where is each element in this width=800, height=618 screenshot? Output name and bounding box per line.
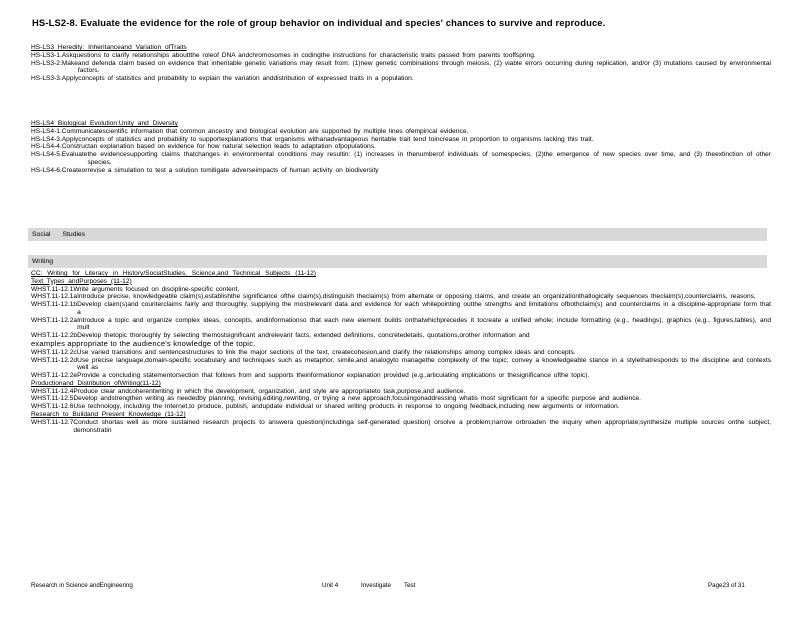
standard-code: WHST.11-12.1 [31,285,74,293]
standard-item [31,419,771,435]
social-label: Social [32,231,51,238]
standard-code: WHST.11-12.4 [31,387,74,395]
standard-item [31,143,771,151]
standard-text: Develop claim(s)and counterclaims fairly and thoroughly, supplying the mostrelevant data and evidence for each whilepointing outthe strengths and limitations ofbothclaim(s) and counterclaims in a discipline-appropriate form that a [77,301,771,316]
footer-page-number: Page23 of 31 [708,582,745,589]
standard-item [31,136,771,144]
standard-code: WHST.11-12.2d [31,356,78,364]
standard-item [31,395,771,403]
standard-code: HS-LS4-4.Construct [31,143,90,151]
standard-text: concepts of statistics and probability to supportexplanations that organisms withanadvantageous heritable trait tend toincrease in proportion to organisms lacking this trait. [78,135,594,143]
footer-course: Research in Science andEngineering [31,582,133,589]
standard-code: WHST.11-12.2e [31,372,78,380]
standard-item [31,128,771,136]
standard-text: Conduct shortas well as more sustained research projects to answera question(includinga self-generated question) orsolve a problem;narrow orbroaden the inquiry when appropriate;synthesize multiple sources onthe subject, demonstratin [73,418,771,434]
standard-text: concepts of statistics and probability to explain the variation anddistribution of expressed traits in a population. [78,75,414,83]
page-footer [31,582,771,592]
standard-code: HS-LS4-5.Evaluate [31,151,88,159]
standard-item [31,286,771,294]
standard-text: Use precise language,domain-specific vocabulary and techniques such as metaphor, simile,and analogyto managethe complexity of the topic; convey a knowledgeable stance in a stylethatresponds to the discipline and contexts well as [77,356,771,372]
standard-text: Provide a concluding statementorsection that follows from and supports theinformationor explanation provided (e.g.,articulating implications or thesignificance ofthe topic). [77,372,590,380]
evolution-header: HS-LS4 Biological Evolution:Unity and Diversity [31,120,178,127]
writing-section [31,270,771,434]
writing-label: Writing [32,258,54,265]
standard-item [31,167,771,175]
standard-code: WHST.11-12.2b [31,332,78,340]
text-types-header: Text Types andPurposes (11-12) [31,277,132,285]
standard-code: WHST.11-12.1a [31,293,78,301]
standard-item [31,75,771,83]
standard-code: HS-LS4-6.Create [31,166,82,174]
footer-investigate: Investigate [361,582,391,589]
standard-item [31,357,771,373]
standard-code: WHST.11-12.2c [31,348,77,356]
standard-text: and defenda claim based on evidence that inheritable genetic variations may result from: (1)new genetic combinations through meiosis, (2) viable errors occurring during replication, and/or (3) mutations caused by environmental factors. [77,59,771,75]
studies-label: Studies [62,231,86,238]
standard-item [31,60,771,76]
standard-code: HS-LS3-1.Ask [31,51,73,59]
evolution-section [31,120,771,174]
standard-text: questions to clarify relationships abouttthe roleof DNA andchromosomes in codingthe instructions for characteristic traits passed from parents tooffspring. [72,51,536,59]
standard-text: the evidencesupporting claims thatchanges in environmental conditions may resultin: (1) increases in thenumberof individuals of somespecies, (2)the emergence of new species over time, and (3) theextinction of other species. [87,151,771,166]
research-header: Research to Buildand Present Knowledge (11-12) [31,410,186,418]
standard-text: an explanation based on evidence for how natural selection leads to adaptation ofpopulations. [90,143,376,151]
production-header: Productionand Distribution ofWriting(11-12) [31,379,161,387]
standard-text: Produce clear andcoherentwriting in which the development, organization, and style are appropriateto task,purpose,and audience. [73,387,466,395]
standard-code: HS-LS4-1.Communicate [31,127,103,135]
standard-item [31,151,771,167]
footer-unit: Unit 4 [322,582,339,589]
heredity-section [31,44,771,83]
examples-line: examples appropriate to the audience's knowledge of the topic. [31,338,256,348]
footer-test: Test [404,582,416,589]
standard-code: HS-LS3-2.Make [31,59,78,67]
standard-code: WHST.11-12.5 [31,395,74,403]
standard-code: WHST.11-12.7 [31,418,74,426]
standard-text: Introduce a topic and organize complex ideas, concepts, andinformationso that each new element builds onthatwhichprecedes it tocreate a unified whole; include formatting (e.g., headings), graphics (e.g., figures,tables), and mult [77,316,771,332]
standard-text: orrevise a simulation to test a solution tomitigate adverseimpacts of human activity on biodiversity [81,166,379,174]
standard-item [31,317,771,333]
standard-code: WHST.11-12.1b [31,301,78,309]
standard-code: WHST.11-12.6 [31,403,74,411]
standard-item [31,301,771,317]
standard-item [31,349,771,357]
standard-item [31,403,771,411]
standard-text: Introduce precise, knowledgeable claim(s),establishthe significance ofthe claim(s),distinguish theclaim(s) from alternate or opposing claims, and create an organizationthatlogically sequences theclaim(s),counterclaims, reasons, [77,293,756,301]
standard-text: Write arguments focused on discipline-specific content. [73,285,240,293]
standard-text: Use varied transitions and sentencestructures to link the major sections of the text, createcohesion,and clarify the relationships among complex ideas and concepts. [76,348,576,356]
page-title: HS-LS2-8. Evaluate the evidence for the role of group behavior on individual and species' chances to survive and reproduce. [32,17,606,28]
standard-item [31,52,771,60]
standard-text: Use technology, including the Internet,to produce, publish, andupdate individual or shared writing products in response to ongoing feedback,including new arguments or information. [73,403,620,411]
standard-text: Develop thetopic thoroughly by selecting themostsignificant andrelevant facts, extended definitions, concretedetails, quotations,orother information and [77,332,530,340]
standard-code: HS-LS4-3.Apply [31,135,79,143]
standard-code: WHST.11-12.2a [31,316,78,324]
social-studies-bar [28,228,767,241]
cc-header: CC: Writing for Literacy in History/SocialStudies, Science,and Technical Subjects (11-12) [31,270,317,277]
standard-text: scientific information that common ancestry and biological evolution are supported by multiple lines ofempirical evidence. [102,127,469,135]
standard-code: HS-LS3-3.Apply [31,75,79,83]
writing-bar [28,255,767,268]
standard-text: Develop andstrengthen writing as neededby planning, revising,editing,rewriting, or trying a new approach,focusingonaddressing whatis most significant for a specific purpose and audience. [73,395,641,403]
standard-item [31,388,771,396]
standard-item [31,293,771,301]
standard-item [31,372,771,380]
heredity-header: HS-LS3 Heredity: Inheritanceand Variation ofTraits [31,44,187,51]
